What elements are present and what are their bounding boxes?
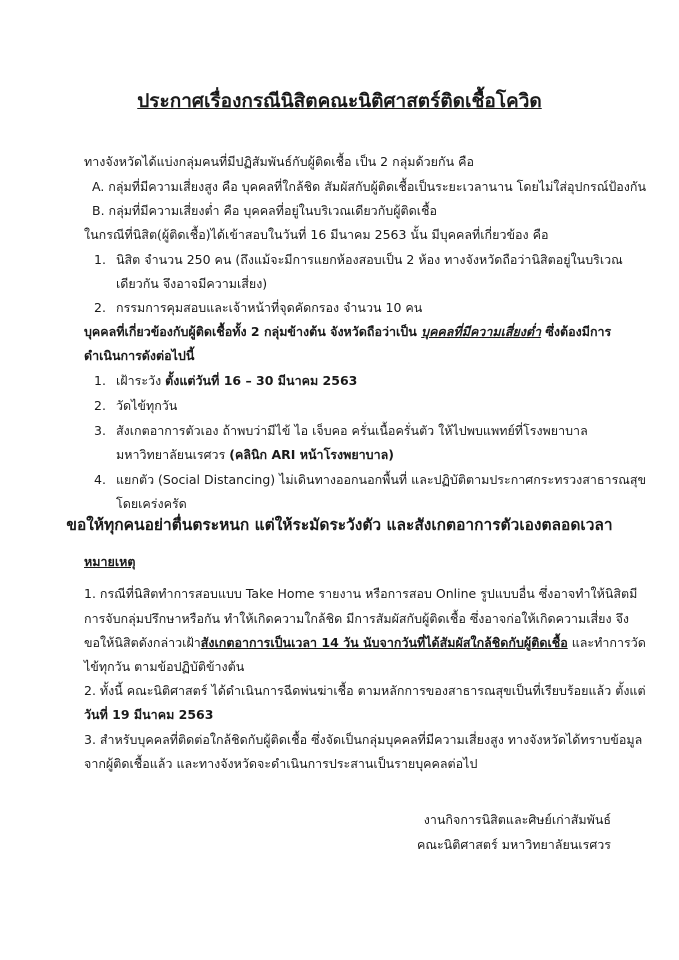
low-risk-emphasis: บุคคลที่มีความเสี่ยงต่ำ	[421, 324, 542, 339]
note-3-line: 3. สำหรับบุคคลที่ติดต่อใกล้ชิดกับผู้ติดเชื้อ ซึ่งจัดเป็นกลุ่มบุคคลที่มีความเสี่ยงสูง ทางจังหวัดได้ทราบข้อมูล	[84, 732, 643, 747]
hospital-name: มหาวิทยาลัยนเรศวร	[116, 447, 230, 462]
involved-item-text: นิสิต จำนวน 250 คน (ถึงแม้จะมีการแยกห้องสอบเป็น 2 ห้อง ทางจังหวัดถือว่านิสิตอยู่ในบริเวณ	[116, 252, 623, 267]
clinic-name: (คลินิก ARI หน้าโรงพยาบาล)	[229, 447, 395, 462]
group-a-line: A. กลุ่มที่มีความเสี่ยงสูง คือ บุคคลที่ใกล้ชิด สัมผัสกับผู้ติดเชื้อเป็นระยะเวลานาน โดยไม่ใส่อุปกรณ์ป้องกัน	[92, 179, 647, 194]
action-item-text	[116, 371, 357, 390]
note-1-emphasis: สังเกตอาการเป็นเวลา 14 วัน นับจากวันที่ได้สัมผัสใกล้ชิดกับผู้ติดเชื้อ	[200, 635, 568, 650]
conclusion-text-end: ซึ่งต้องมีการ	[541, 324, 612, 339]
action-item-number: 3.	[94, 423, 106, 438]
slogan: ขอให้ทุกคนอย่าตื่นตระหนก แต่ให้ระมัดระวังตัว และสังเกตอาการตัวเองตลอดเวลา	[66, 516, 613, 534]
involved-item-text-cont: เดียวกัน จึงอาจมีความเสี่ยง)	[116, 276, 268, 291]
conclusion-line	[84, 322, 611, 341]
action-item-text: วัดไข้ทุกวัน	[116, 398, 178, 413]
note-1-line: การจับกลุ่มปรึกษาหรือกัน ทำให้เกิดความใกล้ชิด มีการสัมผัสกับผู้ติดเชื้อ ซึ่งอาจก่อให้เกิดความเสี่ยง จึง	[84, 611, 630, 626]
action-item-number: 1.	[94, 373, 106, 388]
case-line: ในกรณีที่นิสิต(ผู้ติดเชื้อ)ได้เข้าสอบในวันที่ 16 มีนาคม 2563 นั้น มีบุคคลที่เกี่ยวข้อง คือ	[84, 227, 549, 242]
involved-item-number: 2.	[94, 300, 106, 315]
note-1-line: ไข้ทุกวัน ตามข้อปฏิบัติข้างต้น	[84, 659, 245, 674]
involved-item-number: 1.	[94, 252, 106, 267]
action-item-text: แยกตัว (Social Distancing) ไม่เดินทางออกนอกพื้นที่ และปฏิบัติตามประกาศกระทรวงสาธารณสุข	[116, 472, 647, 487]
intro-line: ทางจังหวัดได้แบ่งกลุ่มคนที่มีปฏิสัมพันธ์กับผู้ติดเชื้อ เป็น 2 กลุ่มด้วยกัน คือ	[84, 154, 474, 169]
note-1-text-end: และทำการวัด	[567, 635, 646, 650]
notes-heading: หมายเหตุ	[84, 554, 136, 569]
signature-faculty: คณะนิติศาสตร์ มหาวิทยาลัยนเรศวร	[416, 837, 611, 852]
signature-department: งานกิจการนิสิตและศิษย์เก่าสัมพันธ์	[423, 812, 611, 827]
note-2-date: วันที่ 19 มีนาคม 2563	[84, 707, 214, 722]
involved-item-text: กรรมการคุมสอบและเจ้าหน้าที่จุดคัดกรอง จำนวน 10 คน	[116, 300, 423, 315]
action-item-number: 4.	[94, 472, 106, 487]
action-item-text-cont: โดยเคร่งครัด	[116, 496, 187, 511]
note-1-line	[84, 633, 646, 652]
action-item-number: 2.	[94, 398, 106, 413]
note-1-line: 1. กรณีที่นิสิตทำการสอบแบบ Take Home รายงาน หรือการสอบ Online รูปแบบอื่น ซึ่งอาจทำให้นิสิตมี	[84, 586, 638, 601]
page-title: ประกาศเรื่องกรณีนิสิตคณะนิติศาสตร์ติดเชื้อโควิด	[137, 90, 542, 112]
conclusion-line-2: ดำเนินการดังต่อไปนี้	[84, 348, 195, 363]
note-2-line: 2. ทั้งนี้ คณะนิติศาสตร์ ได้ดำเนินการฉีดพ่นฆ่าเชื้อ ตามหลักการของสาธารณสุขเป็นที่เรียบร้อยแล้ว ตั้งแต่	[84, 683, 646, 698]
group-b-line: B. กลุ่มที่มีความเสี่ยงต่ำ คือ บุคคลที่อยู่ในบริเวณเดียวกับผู้ติดเชื้อ	[92, 203, 438, 218]
conclusion-text: บุคคลที่เกี่ยวข้องกับผู้ติดเชื้อทั้ง 2 กลุ่มข้างต้น จังหวัดถือว่าเป็น	[84, 324, 422, 339]
action-item-text-cont	[116, 445, 394, 464]
action-item-text: สังเกตอาการตัวเอง ถ้าพบว่ามีไข้ ไอ เจ็บคอ ครั่นเนื้อครั่นตัว ให้ไปพบแพทย์ที่โรงพยาบาล	[116, 423, 588, 438]
action-item-label: เฝ้าระวัง	[116, 373, 166, 388]
note-3-line: จากผู้ติดเชื้อแล้ว และทางจังหวัดจะดำเนินการประสานเป็นรายบุคคลต่อไป	[84, 756, 478, 771]
note-1-text: ขอให้นิสิตดังกล่าวเฝ้า	[84, 635, 201, 650]
monitoring-period: ตั้งแต่วันที่ 16 – 30 มีนาคม 2563	[165, 373, 358, 388]
